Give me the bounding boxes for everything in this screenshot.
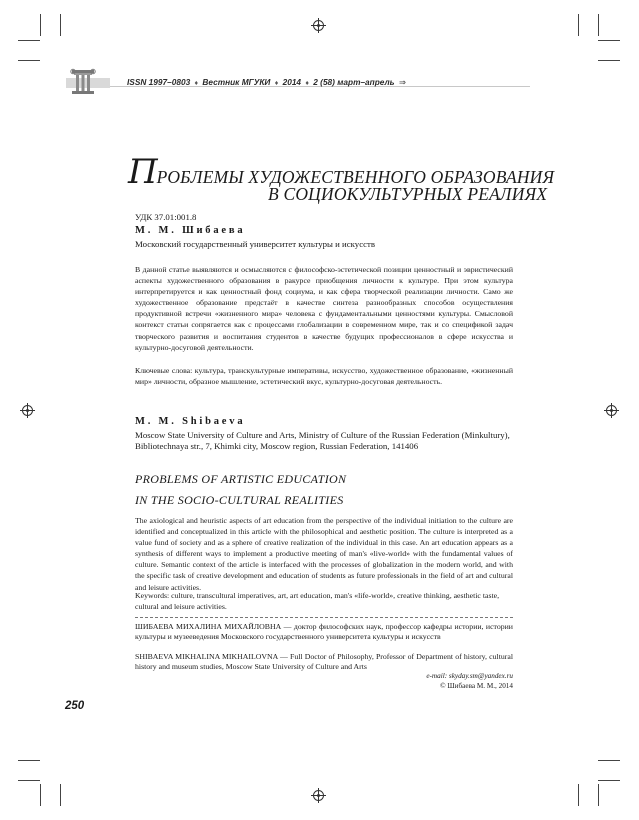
- abstract-en: The axiological and heuristic aspects of art education from the perspective of the individual initiation to the culture are identified and conceptualized in this article with the philosophical and aesthetic position. The culture is interpreted as a value fund of society and as a sphere of creative realization of the individual in this case. An art education appears as a synthesis of different ways to implement a productive meeting of man's «live-world» with the fundamental values of culture. Semantic context of the article is interfaced with the processes of globalization in the modern world, and with the specific task of creative development and education of students as future professionals in the field of art and cultural and leisure activities.: [135, 516, 513, 592]
- author-bio-en: SHIBAEVA MIKHALINA MIKHAILOVNA — Full Doctor of Philosophy, Professor of Department of history, cultural history and museum studies, Moscow State University of Culture and Arts: [135, 652, 513, 671]
- keywords-ru: Ключевые слова: культура, транскультурные императивы, искусство, художественное образование, «жизненный мир» личности, образное мышление, эстетический вкус, культурно-досуговая деятельность.: [135, 366, 513, 387]
- registration-mark-right-icon: [606, 405, 617, 416]
- journal-column-logo-icon: [66, 66, 110, 96]
- journal-year: 2014: [282, 77, 302, 87]
- copyright-notice: © Шибаева М. М., 2014: [440, 682, 513, 690]
- registration-mark-bottom-icon: [313, 790, 324, 801]
- abstract-ru: В данной статье выявляются и осмысляются с философско-эстетической позиции ценностный и эвристический аспекты художественного образования в ракурсе приобщения личности к культуре. При этом культура интерпретируется и как ценностный фонд социума, и как сфера творческой реализации личности. Само же художественное образование предстаёт в качестве синтеза разнообразных способов осуществления продуктивной встречи «жизненного мира» человека с фундаментальными ценностями культуры. Смысловой контекст статьи сопрягается как с процессами глобализации в современном мире, так и со спецификой задач творческого развития и воспитания студентов в качестве будущих профессионалов в сфере искусства и культурно-досуговой деятельности.: [135, 265, 513, 352]
- running-header: [127, 77, 408, 87]
- affiliation-en: Moscow State University of Culture and Arts, Ministry of Culture of the Russian Federation (Minkultury), Bibliotechnaya str., 7, Khimki city, Moscow region, Russian Federation, 141406: [135, 430, 510, 451]
- title-initial-letter: П: [128, 152, 157, 192]
- author-name-en: M. M. Shibaeva: [135, 416, 246, 427]
- author-email: e-mail: skyday.sm@yandex.ru: [426, 672, 513, 680]
- author-name-ru: М. М. Шибаева: [135, 225, 246, 236]
- journal-name: Вестник МГУКИ: [202, 77, 271, 87]
- arrow-right-icon: ⇒: [398, 77, 406, 87]
- author-bio-ru: ШИБАЕВА МИХАЛИНА МИХАЙЛОВНА — доктор философских наук, профессор кафедры истории, истории культуры и музееведения Московского государственного университета культуры и искусств: [135, 622, 513, 641]
- title-line-1-text: РОБЛЕМЫ ХУДОЖЕСТВЕННОГО ОБРАЗОВАНИЯ: [156, 167, 555, 187]
- registration-mark-left-icon: [22, 405, 33, 416]
- page-number: 250: [65, 700, 85, 712]
- article-title-en-line-2: IN THE SOCIO-CULTURAL REALITIES: [135, 493, 344, 507]
- article-title-line-2: В СОЦИОКУЛЬТУРНЫХ РЕАЛИЯХ: [268, 184, 548, 204]
- journal-issue: 2 (58) март–апрель: [313, 77, 395, 87]
- registration-mark-top-icon: [313, 20, 324, 31]
- keywords-en: Keywords: culture, transcultural imperatives, art, art education, man's «life-world», creative thinking, aesthetic taste, cultural and leisure activities.: [135, 591, 500, 612]
- issn: ISSN 1997–0803: [127, 77, 191, 87]
- separator-diamond-icon: ♦: [305, 80, 309, 87]
- separator-diamond-icon: ♦: [274, 80, 279, 87]
- article-title-en-line-1: PROBLEMS OF ARTISTIC EDUCATION: [135, 472, 347, 486]
- affiliation-ru: Московский государственный университет культуры и искусств: [135, 239, 376, 249]
- udk-code: УДК 37.01:001.8: [135, 212, 197, 222]
- footnote-divider: [135, 617, 513, 618]
- separator-diamond-icon: ♦: [194, 80, 199, 87]
